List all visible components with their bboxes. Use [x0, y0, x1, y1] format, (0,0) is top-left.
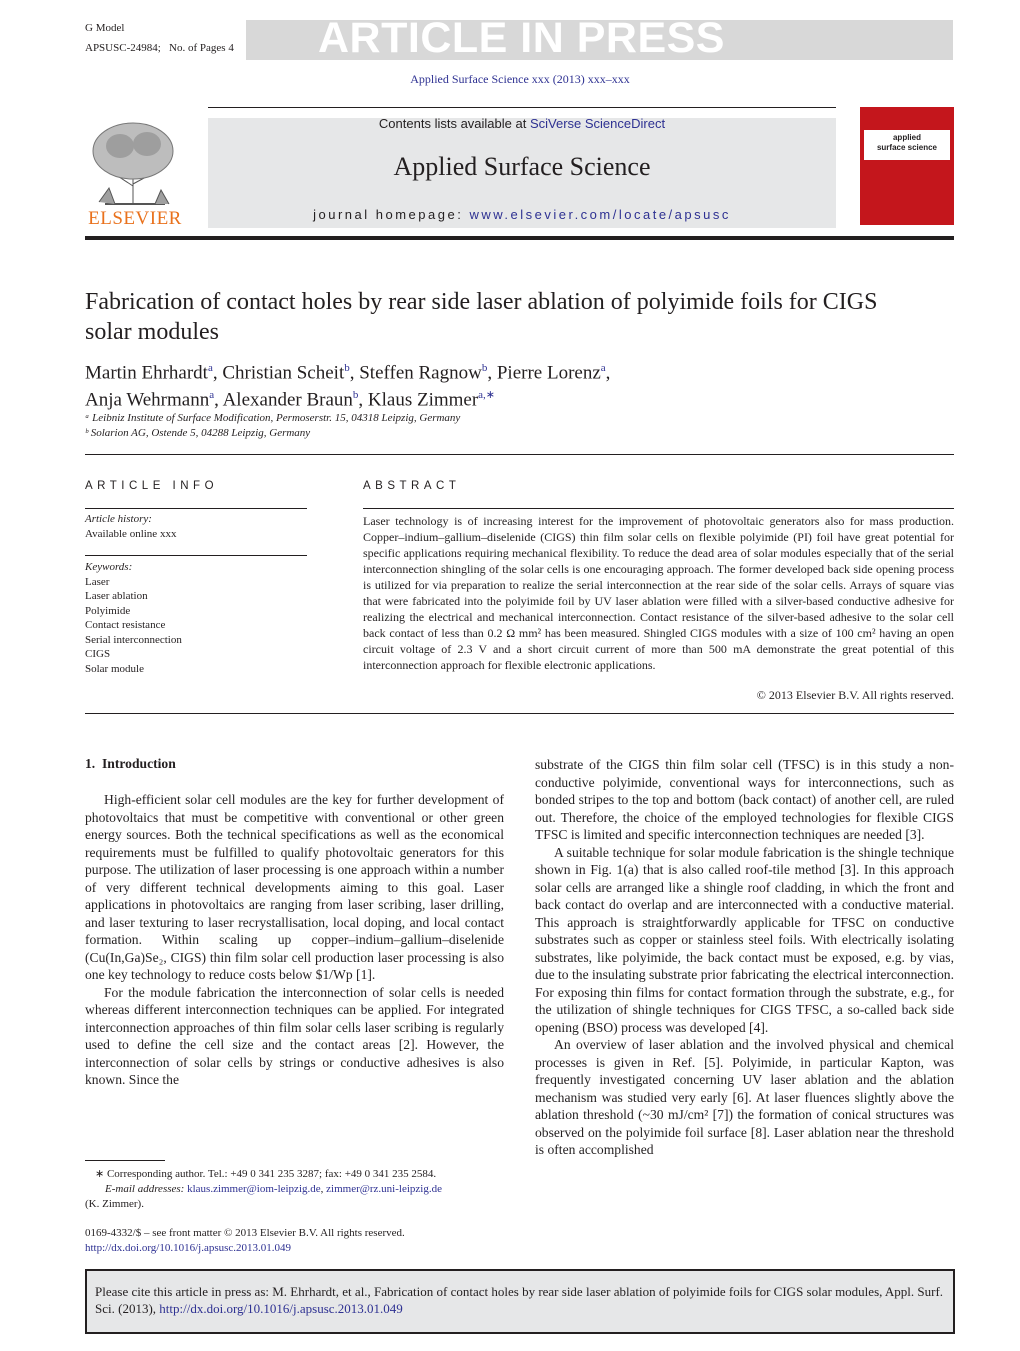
keyword: Solar module: [85, 662, 144, 675]
elsevier-logo[interactable]: [85, 116, 185, 228]
keywords-block: [85, 560, 182, 676]
author-affiliation-mark[interactable]: b: [344, 362, 350, 374]
title-line-2: solar modules: [85, 319, 219, 345]
journal-reference[interactable]: Applied Surface Science xxx (2013) xxx–xxx: [410, 72, 630, 86]
abstract-bottom-rule: [85, 713, 954, 714]
author-affiliation-mark[interactable]: b: [352, 389, 359, 402]
author-name[interactable]: Christian Scheit: [222, 362, 345, 384]
keyword: Laser: [85, 575, 110, 588]
article-info-rule: [85, 508, 307, 509]
affiliation-b: ᵇ Solarion AG, Ostende 5, 04288 Leipzig, Germany: [85, 427, 311, 439]
history-rule: [85, 555, 307, 556]
footnote-block: [85, 1167, 505, 1212]
body-left-column: [85, 791, 504, 1089]
journal-title: Applied Surface Science: [393, 152, 651, 181]
journal-cover[interactable]: [860, 107, 954, 225]
paragraph: substrate of the CIGS thin film solar cell (TFSC) is in this study a non-conductive polyimide, conventional ways for interconnections, such as bonded stripes to the top and bottom (back contact) of another cell, are ruled out. Therefore, the choice of the employed technologies for flexible CIGS TFSC is limited and specific interconnection techniques are needed [3].: [535, 757, 954, 842]
email-owner: (K. Zimmer).: [85, 1198, 144, 1210]
email-label: E-mail addresses:: [105, 1183, 188, 1195]
paragraph: A suitable technique for solar module fabrication is the shingle technique shown in Fig. 1(a) that is also called roof-tile method [3]. In this approach solar cells are arranged like a shingle roof cladding, in which the front and back contact do overlap and are interconnected with a conductive material. This approach is straightforwardly applicable for TFSC on conductive substrates such as copper or stainless steel foils. With electrically isolating substrates, like polyimide, the back contact must be exposed, e.g. by vias, due to the insulating substrate prior fabricating the electrical interconnection. For exposing thin films for contact formation through the substrate, e.g., for the utilization of shingle techniques for CIGS TFSC, a so-called back side opening (BSO) process was developed [4].: [535, 844, 954, 1035]
author-name[interactable]: Alexander Braun: [222, 389, 353, 411]
header-top-rule: [208, 107, 836, 108]
author-name[interactable]: Martin Ehrhardt: [85, 362, 208, 384]
email-link[interactable]: klaus.zimmer@iom-leipzig.de: [187, 1183, 321, 1195]
article-id: [85, 38, 234, 58]
page-count: No. of Pages 4: [169, 42, 234, 54]
abstract-text: Laser technology is of increasing interest for the improvement of photovoltaic generators also for mass production. Copper–indium–gallium–diselenide (CIGS) thin film solar cells on flexible polyimide (PI) foil have great potential for specific applications requiring mechanical flexibility. To reduce the dead area of solar modules especially that of the serial interconnection shingling of the solar cells is one encouraging approach. The former developed back side opening process is utilized for via preparation to realize the serial interconnection at the rear side of the solar cells. Arrays of square vias that were fabricated into the polyimide foil by UV laser ablation were filled with a silver-based conductive adhesive for realizing the electrical and mechanical interconnection. Contact resistance of the silver-based adhesive to the solar cell back contact of less than 0.2 Ω mm² has been measured. Shingled CIGS modules with a size of 100 cm² having an open circuit voltage of 2.3 V and a short circuit current of more than 500 mA demonstrate the great potential of this interconnection approach for flexible electronic applications.: [363, 514, 954, 672]
contents-prefix: Contents lists available at: [378, 116, 530, 131]
doi-link[interactable]: http://dx.doi.org/10.1016/j.apsusc.2013.01.049: [85, 1242, 292, 1254]
author-line-1: Martin Ehrhardt$^a$, Christian Scheit$^b$, Steffen Ragnow$^b$, Pierre Lorenz$^a$,: [85, 362, 611, 384]
author-affiliation-mark[interactable]: b: [481, 362, 488, 374]
author-affiliation-mark[interactable]: a: [600, 362, 606, 374]
footnote-rule: [85, 1160, 165, 1161]
sciencedirect-link[interactable]: SciVerse ScienceDirect: [529, 116, 666, 131]
keyword: Contact resistance: [85, 619, 166, 631]
citation-text: [95, 1283, 945, 1317]
citation-prefix: Please cite this article in press as: M. Ehrhardt, et al., Fabrication of contact holes by rear side laser ablation of polyimide foils for CIGS solar modules, Appl. Surf. Sci. (2013),: [95, 1284, 944, 1316]
front-matter-text: 0169-4332/$ – see front matter © 2013 Elsevier B.V. All rights reserved.: [85, 1227, 405, 1239]
history-value: Available online xxx: [85, 527, 177, 540]
publisher-name: ELSEVIER: [88, 208, 182, 229]
author-affiliation-mark[interactable]: a: [207, 362, 213, 374]
article-id-code: APSUSC-24984;: [85, 42, 161, 54]
affiliation-a: ᵃ Leibniz Institute of Surface Modification, Permoserstr. 15, 04318 Leipzig, Germany: [85, 412, 461, 424]
abstract-rule: [363, 508, 954, 509]
keyword: Laser ablation: [85, 590, 148, 602]
section-heading-introduction: 1. Introduction: [85, 756, 176, 771]
article-history: [85, 512, 176, 541]
history-label: Article history:: [85, 513, 152, 525]
author-name[interactable]: Steffen Ragnow: [359, 362, 482, 384]
keyword: Polyimide: [85, 604, 131, 617]
email-link[interactable]: zimmer@rz.uni-leipzig.de: [326, 1183, 442, 1195]
author-line-2: Anja Wehrmann$^a$, Alexander Braun$^b$, Klaus Zimmer$^{a,∗}$: [85, 389, 496, 411]
corresponding-author-note: ∗ Corresponding author. Tel.: +49 0 341 235 3287; fax: +49 0 341 235 2584.: [95, 1168, 437, 1180]
author-affiliation-mark[interactable]: a: [209, 389, 215, 402]
cover-title-line1: applied: [892, 133, 921, 142]
homepage-label: journal homepage:: [313, 207, 470, 222]
paragraph: An overview of laser ablation and the involved physical and chemical processes is given in Ref. [5]. Polyimide, in particular Kapton, was frequently investigated concerning UV laser ablation and the ablation mechanism was studied very early [6]. At laser fluences slightly above the ablation threshold (~30 mJ/cm² [7]) the formation of conical structures was observed on the polyimide foil surface [8]. Laser ablation near the threshold is often accomplished: [535, 1037, 954, 1157]
citation-doi-link[interactable]: http://dx.doi.org/10.1016/j.apsusc.2013.01.049: [159, 1301, 403, 1316]
author-list: [85, 357, 955, 412]
author-affiliation-mark[interactable]: a,∗: [478, 389, 496, 402]
keywords-label: Keywords:: [85, 561, 133, 573]
g-model-label: G Model: [85, 22, 125, 34]
author-name[interactable]: Pierre Lorenz: [496, 362, 601, 384]
body-right-column: [535, 756, 954, 1159]
author-name[interactable]: Klaus Zimmer: [367, 389, 479, 411]
header-bottom-rule: [85, 236, 954, 240]
affiliation-rule: [85, 454, 954, 455]
keyword: Serial interconnection: [85, 633, 182, 646]
title-line-1: Fabrication of contact holes by rear side laser ablation of polyimide foils for CIGS: [85, 289, 878, 315]
affiliations: [85, 411, 460, 441]
journal-cover-title: [864, 133, 950, 153]
article-meta: [85, 20, 234, 60]
contents-line: [208, 116, 836, 131]
article-info-heading: ARTICLE INFO: [85, 480, 219, 492]
article-title: [85, 287, 955, 347]
paragraph: High-efficient solar cell modules are the key for further development of photovoltaics that must be competitive with conventional or other green energy sources. Both the technical specifications as well as the economical requirements must be fulfilled to qualify photovoltaic generators for this purpose. The utilization of laser processing is one approach within a number of very different technical developments aiming to this goal. Laser applications in photovoltaics are ranging from laser scribing, laser drilling, and laser texturing to laser recrystallisation, local doping, and local contact formation. Within scaling up copper–indium–gallium–diselenide (Cu(In,Ga)Se₂, CIGS) thin film solar cell production laser processing is also one key technology to reduce costs below $1/Wp [1].: [85, 792, 504, 982]
keyword: CIGS: [85, 648, 111, 660]
author-name[interactable]: Anja Wehrmann: [85, 389, 210, 411]
article-in-press-text: ARTICLE IN PRESS: [318, 14, 725, 62]
abstract-copyright: © 2013 Elsevier B.V. All rights reserved.: [756, 688, 954, 702]
front-matter: [85, 1226, 505, 1256]
journal-homepage: [208, 207, 836, 222]
paragraph: For the module fabrication the interconnection of solar cells is needed whereas different interconnection techniques can be applied. For integrated interconnection approaches of thin film solar cells laser scribing is regularly used to define the cell size and the contact areas [2]. However, the interconnection of solar cells by strings or conductive adhesives is also known. Since the: [85, 984, 504, 1087]
homepage-link[interactable]: www.elsevier.com/locate/apsusc: [469, 207, 731, 222]
cover-title-line2: surface science: [876, 143, 938, 152]
email-line: E-mail addresses: klaus.zimmer@iom-leipzig.de, zimmer@rz.uni-leipzig.de: [105, 1183, 442, 1195]
abstract-heading: ABSTRACT: [363, 480, 461, 492]
